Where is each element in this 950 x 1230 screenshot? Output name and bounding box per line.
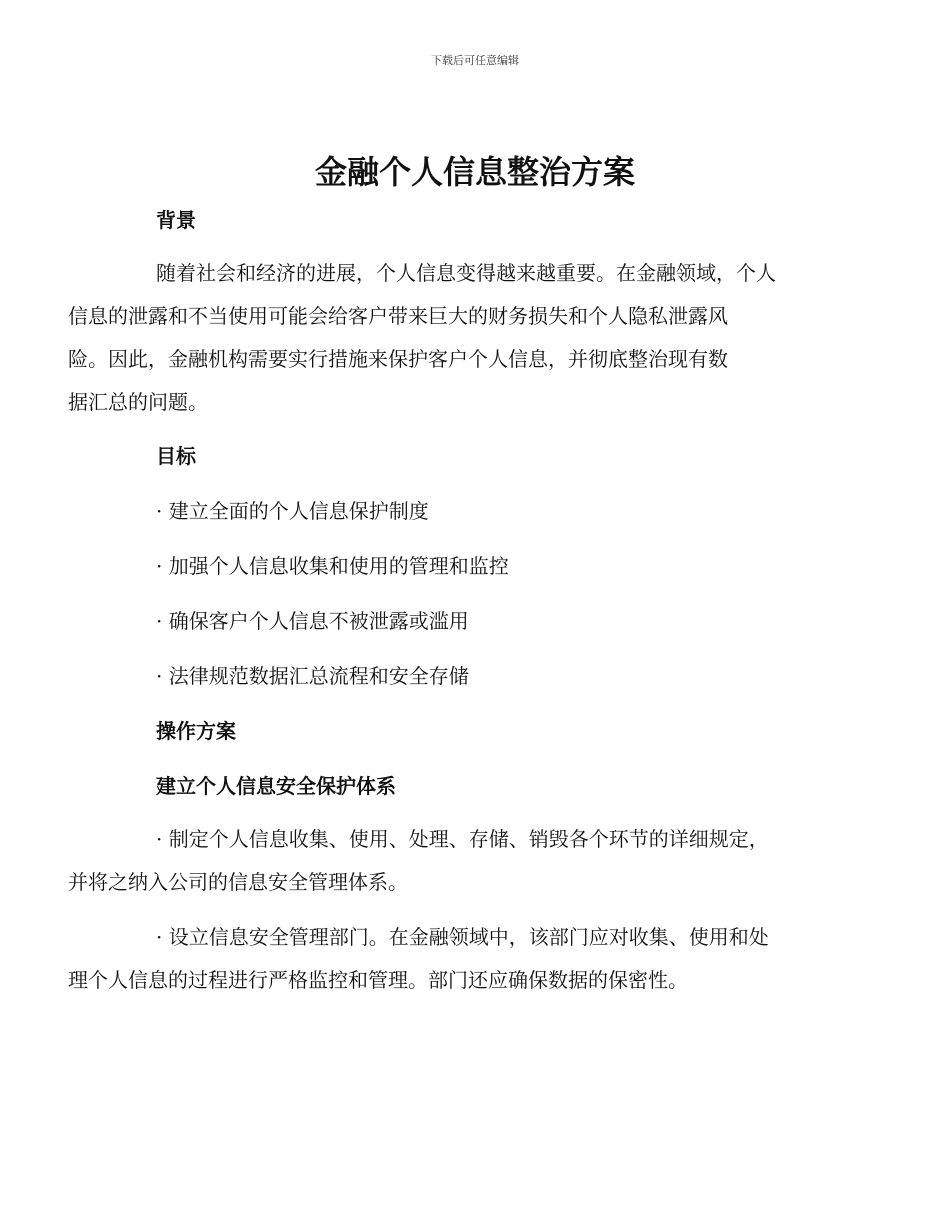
paragraph-line: 随着社会和经济的进展，个人信息变得越来越重要。在金融领域，个人	[156, 261, 776, 285]
section-heading-background: 背景	[156, 208, 196, 232]
paragraph-line: 据汇总的问题。	[68, 390, 208, 414]
section-heading-goals: 目标	[156, 444, 196, 468]
plan-paragraph	[68, 818, 832, 904]
plan-paragraph	[68, 916, 832, 1002]
section-heading-plan: 操作方案	[156, 719, 236, 743]
paragraph-line: · 制定个人信息收集、使用、处理、存储、销毁各个环节的详细规定，	[156, 827, 769, 851]
goal-list-item: · 加强个人信息收集和使用的管理和监控	[156, 554, 509, 578]
goal-list-item: · 法律规范数据汇总流程和安全存储	[156, 664, 469, 688]
paragraph-line: · 设立信息安全管理部门。在金融领域中，该部门应对收集、使用和处	[156, 925, 769, 949]
document-title: 金融个人信息整治方案	[314, 153, 635, 191]
page-header-note: 下载后可任意编辑	[431, 54, 519, 67]
paragraph-line: 信息的泄露和不当使用可能会给客户带来巨大的财务损失和个人隐私泄露风	[68, 304, 728, 328]
goal-list-item: · 确保客户个人信息不被泄露或滥用	[156, 609, 469, 633]
paragraph-line: 理个人信息的过程进行严格监控和管理。部门还应确保数据的保密性。	[68, 968, 688, 992]
paragraph-line: 险。因此，金融机构需要实行措施来保护客户个人信息，并彻底整治现有数	[68, 347, 728, 371]
subsection-heading-security-system: 建立个人信息安全保护体系	[156, 774, 396, 798]
goal-list-item: · 建立全面的个人信息保护制度	[156, 499, 429, 523]
background-paragraph	[68, 252, 832, 424]
paragraph-line: 并将之纳入公司的信息安全管理体系。	[68, 870, 408, 894]
